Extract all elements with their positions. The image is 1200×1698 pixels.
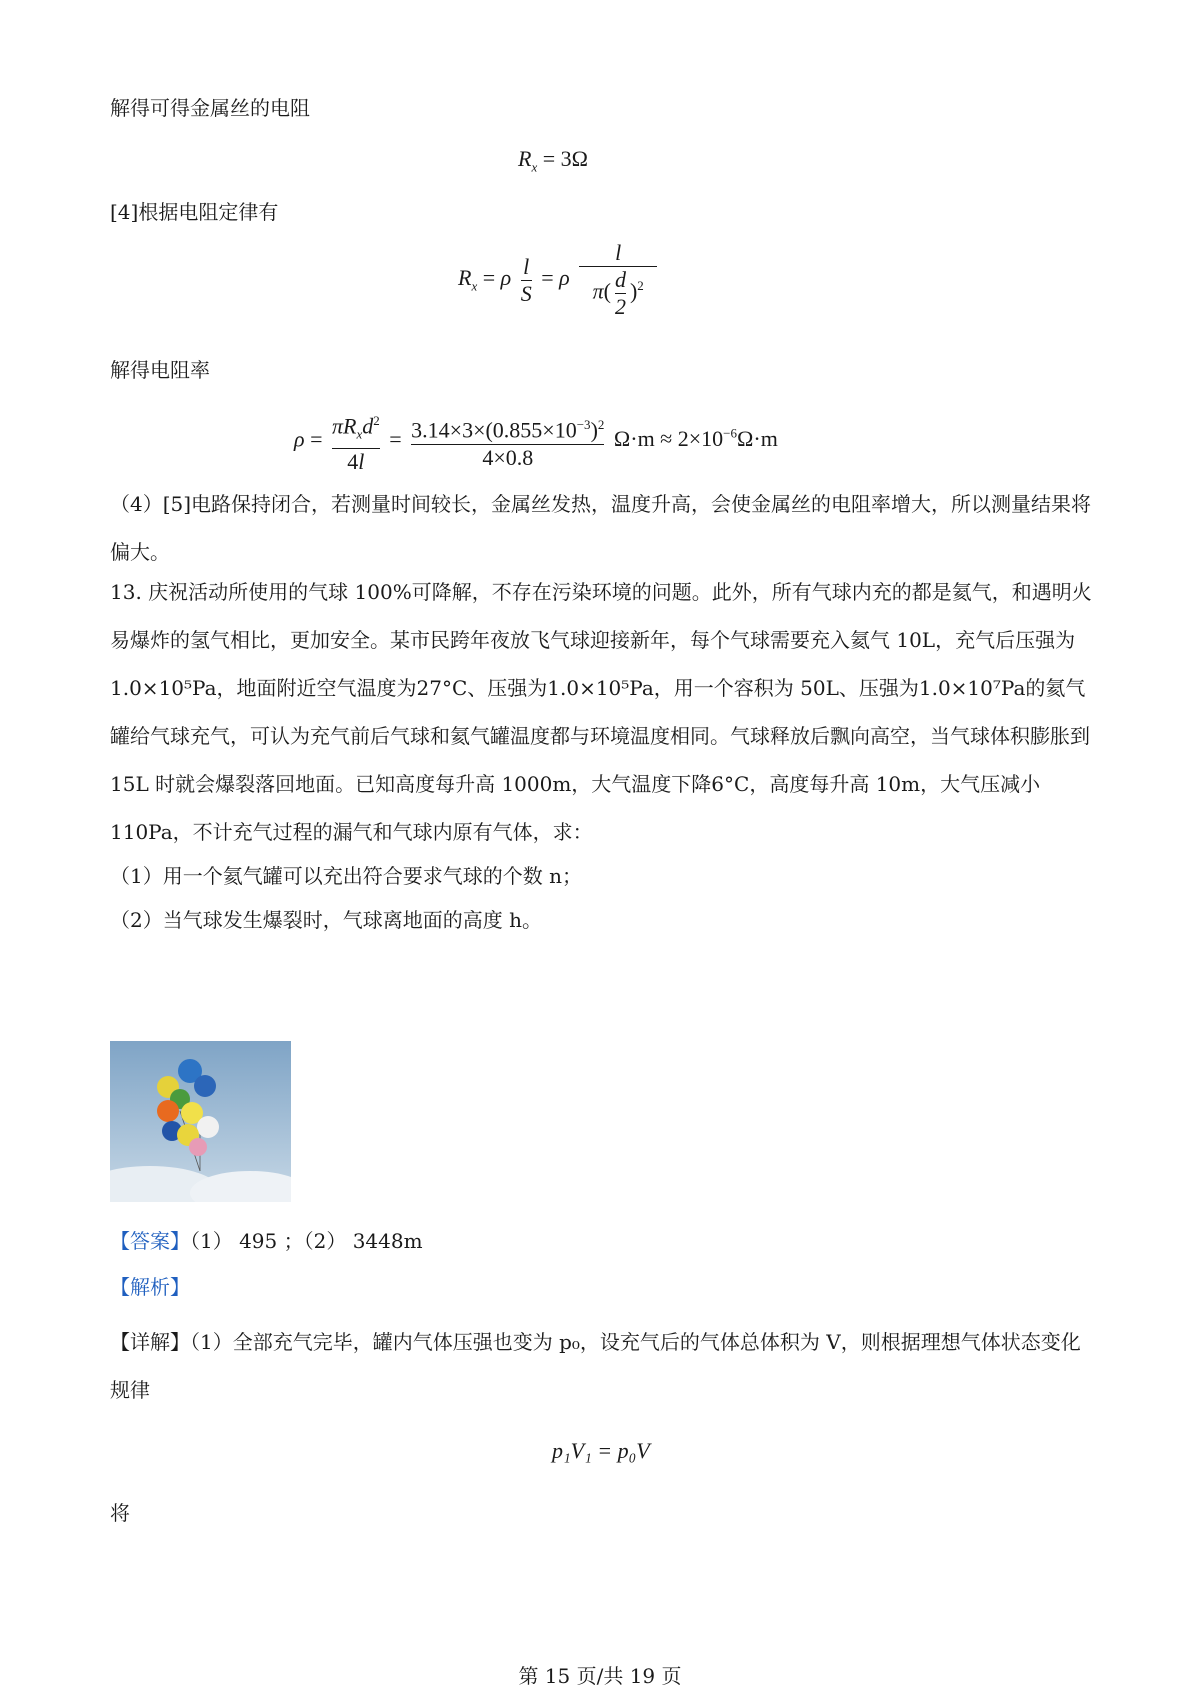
detail-text: （1）全部充气完毕，罐内气体压强也变为 p₀，设充气后的气体总体积为 V，则根据理想气体状态变化规律 (110, 1330, 1081, 1402)
equation-rx (518, 146, 588, 175)
page-footer: 第 15 页/共 19 页 (518, 1664, 682, 1688)
equation-final: p₁V₁ = p₀V (552, 1438, 650, 1463)
last-word: 将 (110, 1501, 130, 1525)
question-1: （1）用一个氦气罐可以充出符合要求气球的个数 n； (110, 864, 582, 888)
eq-rx-sub: x (531, 159, 538, 175)
analysis-tag: 【解析】 (110, 1275, 190, 1299)
answer-text: （1） 495 ；（2） 3448m (190, 1229, 423, 1253)
question-2: （2）当气球发生爆裂时，气球离地面的高度 h。 (110, 908, 542, 932)
eq-rx-symbol: R (518, 146, 532, 171)
intro-text: 解得可得金属丝的电阻 (110, 96, 310, 120)
balloons-photo (110, 1041, 291, 1202)
analysis-label (110, 1273, 190, 1301)
equation-resistance-law: $R_x = \rho$ $\frac{l}{S}$ = ρ l π( $\frac{d}{2}$ )$^2$ (458, 240, 661, 320)
note-text: （4）[5]电路保持闭合，若测量时间较长，金属丝发热，温度升高，会使金属丝的电阻率增大，所以测量结果将偏大。 (110, 492, 1092, 564)
answer-line (110, 1227, 423, 1255)
resistivity-text: 解得电阻率 (110, 358, 210, 382)
step4-text: [4]根据电阻定律有 (110, 200, 279, 224)
equation-resistivity: ρ = $\frac{\pi R_xd^2}{4l}$ = $\frac{3.14\times 3\times(0.855\times 10^{-3})^2}{4\times 0.8}$ $\Omega\cdot m \approx 2\times 10^{-6}\Omega\cdot m$ (294, 413, 778, 474)
detail-label: 【详解】 (110, 1330, 190, 1354)
detail-paragraph (110, 1318, 1100, 1414)
eq-rx-value: = 3Ω (537, 146, 588, 171)
answer-label: 【答案】 (110, 1229, 190, 1253)
problem-text: 13. 庆祝活动所使用的气球 100%可降解，不存在污染环境的问题。此外，所有气球内充的都是氦气，和遇明火易爆炸的氢气相比，更加安全。某市民跨年夜放飞气球迎接新年，每个气球需要充入氦气 10L，充气后压强为1.0×10⁵Pa，地面附近空气温度为27°C、压强为1.0×10⁵Pa，用一个容积为 50L、压强为1.0×10⁷Pa的氦气罐给气球充气，可认为充气前后气球和氦气罐温度都与环境温度相同。气球释放后飘向高空，当气球体积膨胀到 15L 时就会爆裂落回地面。已知高度每升高 1000m，大气温度下降6°C，高度每升高 10m，大气压减小 110Pa，不计充气过程的漏气和气球内原有气体，求： (110, 580, 1092, 844)
